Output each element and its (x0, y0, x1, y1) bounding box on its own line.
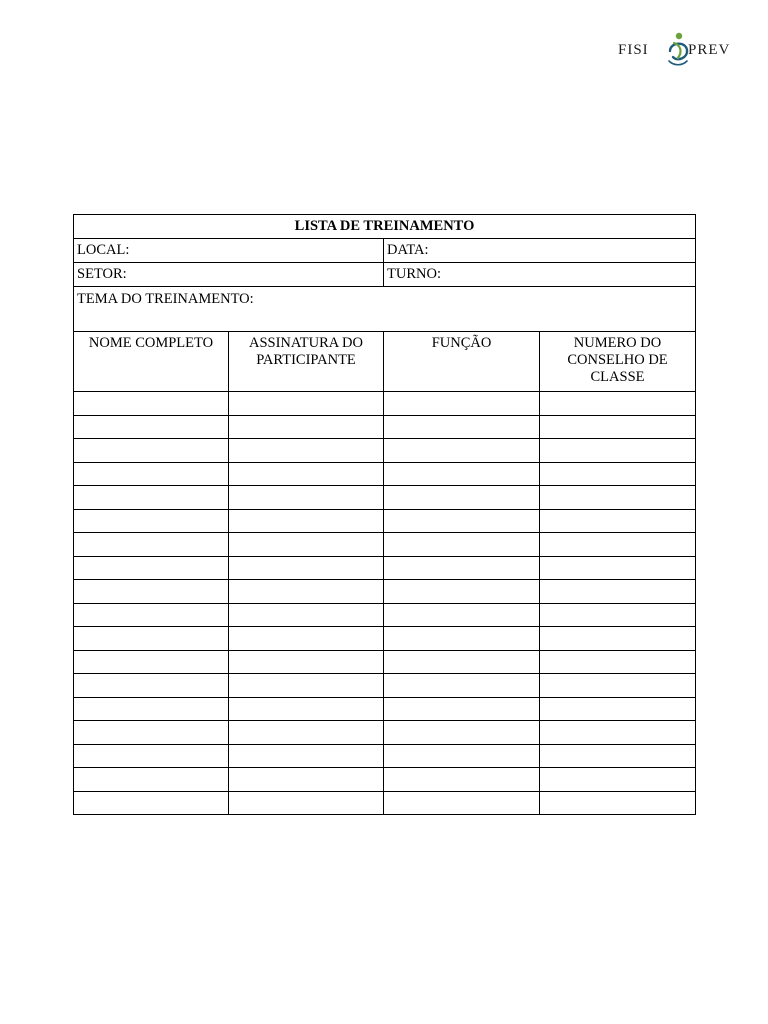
table-row (74, 744, 696, 768)
cell-council-number[interactable] (540, 721, 696, 745)
table-row (74, 556, 696, 580)
cell-full-name[interactable] (74, 509, 229, 533)
table-row (74, 533, 696, 557)
column-header-full-name: NOME COMPLETO (74, 332, 229, 392)
cell-full-name[interactable] (74, 533, 229, 557)
table-row (74, 603, 696, 627)
table-row (74, 721, 696, 745)
cell-signature[interactable] (229, 674, 384, 698)
table-row (74, 650, 696, 674)
cell-council-number[interactable] (540, 533, 696, 557)
cell-role[interactable] (384, 486, 540, 510)
form-title: LISTA DE TREINAMENTO (74, 215, 696, 239)
cell-signature[interactable] (229, 650, 384, 674)
table-row (74, 627, 696, 651)
cell-full-name[interactable] (74, 486, 229, 510)
cell-full-name[interactable] (74, 580, 229, 604)
cell-council-number[interactable] (540, 768, 696, 792)
cell-council-number[interactable] (540, 462, 696, 486)
training-list-table (73, 214, 696, 815)
cell-full-name[interactable] (74, 768, 229, 792)
cell-full-name[interactable] (74, 721, 229, 745)
cell-council-number[interactable] (540, 650, 696, 674)
cell-role[interactable] (384, 580, 540, 604)
training-theme-field[interactable]: TEMA DO TREINAMENTO: (74, 287, 696, 332)
date-field[interactable]: DATA: (384, 239, 696, 263)
cell-signature[interactable] (229, 768, 384, 792)
table-row (74, 580, 696, 604)
shift-field[interactable]: TURNO: (384, 263, 696, 287)
cell-signature[interactable] (229, 603, 384, 627)
cell-role[interactable] (384, 627, 540, 651)
cell-full-name[interactable] (74, 462, 229, 486)
table-row (74, 768, 696, 792)
cell-role[interactable] (384, 697, 540, 721)
cell-full-name[interactable] (74, 556, 229, 580)
cell-council-number[interactable] (540, 791, 696, 815)
cell-signature[interactable] (229, 439, 384, 463)
cell-signature[interactable] (229, 392, 384, 416)
participant-rows (74, 392, 696, 815)
cell-role[interactable] (384, 768, 540, 792)
sector-field[interactable]: SETOR: (74, 263, 384, 287)
cell-council-number[interactable] (540, 556, 696, 580)
table-row (74, 462, 696, 486)
cell-role[interactable] (384, 462, 540, 486)
cell-full-name[interactable] (74, 744, 229, 768)
cell-council-number[interactable] (540, 392, 696, 416)
cell-role[interactable] (384, 603, 540, 627)
cell-council-number[interactable] (540, 580, 696, 604)
cell-full-name[interactable] (74, 627, 229, 651)
cell-full-name[interactable] (74, 603, 229, 627)
cell-role[interactable] (384, 791, 540, 815)
cell-council-number[interactable] (540, 627, 696, 651)
cell-signature[interactable] (229, 627, 384, 651)
cell-signature[interactable] (229, 697, 384, 721)
cell-signature[interactable] (229, 486, 384, 510)
table-row (74, 674, 696, 698)
table-row (74, 439, 696, 463)
cell-role[interactable] (384, 392, 540, 416)
cell-role[interactable] (384, 744, 540, 768)
cell-council-number[interactable] (540, 603, 696, 627)
cell-council-number[interactable] (540, 439, 696, 463)
cell-role[interactable] (384, 533, 540, 557)
table-row (74, 509, 696, 533)
cell-role[interactable] (384, 721, 540, 745)
cell-role[interactable] (384, 650, 540, 674)
cell-signature[interactable] (229, 509, 384, 533)
cell-council-number[interactable] (540, 674, 696, 698)
cell-role[interactable] (384, 674, 540, 698)
logo-text-left: FISI (618, 42, 649, 58)
column-header-role: FUNÇÃO (384, 332, 540, 392)
logo-text-right: PREV (688, 42, 731, 58)
table-row (74, 415, 696, 439)
column-header-signature: ASSINATURA DO PARTICIPANTE (229, 332, 384, 392)
cell-full-name[interactable] (74, 650, 229, 674)
cell-signature[interactable] (229, 415, 384, 439)
cell-role[interactable] (384, 509, 540, 533)
table-row (74, 697, 696, 721)
cell-role[interactable] (384, 439, 540, 463)
table-row (74, 791, 696, 815)
cell-full-name[interactable] (74, 791, 229, 815)
cell-role[interactable] (384, 556, 540, 580)
local-field[interactable]: LOCAL: (74, 239, 384, 263)
cell-full-name[interactable] (74, 415, 229, 439)
cell-signature[interactable] (229, 462, 384, 486)
cell-council-number[interactable] (540, 509, 696, 533)
cell-council-number[interactable] (540, 415, 696, 439)
cell-role[interactable] (384, 415, 540, 439)
cell-full-name[interactable] (74, 439, 229, 463)
cell-signature[interactable] (229, 721, 384, 745)
cell-full-name[interactable] (74, 392, 229, 416)
cell-signature[interactable] (229, 580, 384, 604)
cell-council-number[interactable] (540, 744, 696, 768)
table-row (74, 392, 696, 416)
cell-signature[interactable] (229, 533, 384, 557)
cell-signature[interactable] (229, 556, 384, 580)
table-row (74, 486, 696, 510)
cell-full-name[interactable] (74, 674, 229, 698)
cell-council-number[interactable] (540, 486, 696, 510)
cell-council-number[interactable] (540, 697, 696, 721)
column-header-council-number: NUMERO DO CONSELHO DE CLASSE (540, 332, 696, 392)
company-logo (618, 31, 744, 67)
cell-signature[interactable] (229, 791, 384, 815)
cell-signature[interactable] (229, 744, 384, 768)
cell-full-name[interactable] (74, 697, 229, 721)
